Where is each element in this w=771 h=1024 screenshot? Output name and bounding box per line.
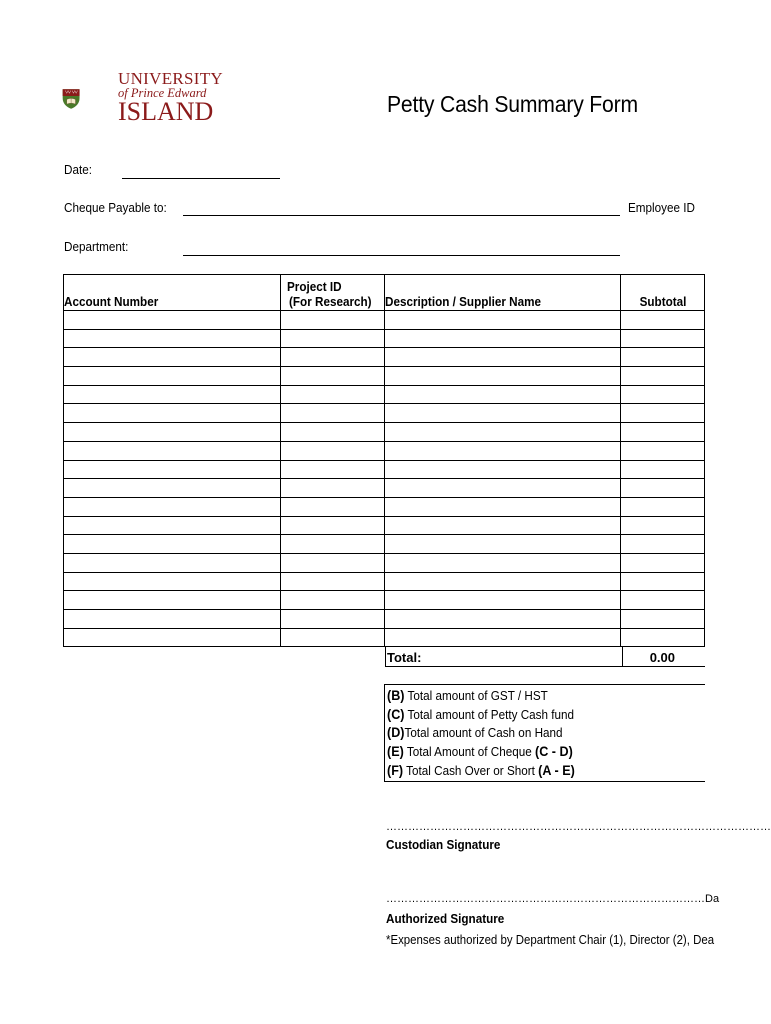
date-label: Date: bbox=[64, 162, 92, 177]
account-cell[interactable] bbox=[64, 329, 281, 348]
project-cell[interactable] bbox=[281, 329, 385, 348]
description-cell[interactable] bbox=[385, 553, 621, 572]
account-cell[interactable] bbox=[64, 385, 281, 404]
project-cell[interactable] bbox=[281, 404, 385, 423]
summary-row-f: (F) Total Cash Over or Short (A - E) bbox=[387, 762, 575, 778]
total-label: Total: bbox=[387, 650, 422, 665]
project-cell[interactable] bbox=[281, 497, 385, 516]
description-cell[interactable] bbox=[385, 441, 621, 460]
description-cell[interactable] bbox=[385, 367, 621, 386]
account-cell[interactable] bbox=[64, 628, 281, 647]
subtotal-cell[interactable] bbox=[621, 329, 705, 348]
subtotal-cell[interactable] bbox=[621, 572, 705, 591]
description-cell[interactable] bbox=[385, 516, 621, 535]
total-divider bbox=[622, 647, 623, 666]
project-cell[interactable] bbox=[281, 479, 385, 498]
project-cell[interactable] bbox=[281, 460, 385, 479]
logo-line-university: UNIVERSITY bbox=[118, 69, 223, 88]
custodian-signature-label: Custodian Signature bbox=[386, 837, 501, 852]
account-cell[interactable] bbox=[64, 553, 281, 572]
account-cell[interactable] bbox=[64, 610, 281, 629]
project-cell[interactable] bbox=[281, 553, 385, 572]
account-cell[interactable] bbox=[64, 516, 281, 535]
summary-box bbox=[384, 684, 705, 782]
subtotal-cell[interactable] bbox=[621, 516, 705, 535]
table-row bbox=[64, 479, 705, 498]
account-cell[interactable] bbox=[64, 348, 281, 367]
table-row bbox=[64, 497, 705, 516]
subtotal-cell[interactable] bbox=[621, 348, 705, 367]
subtotal-cell[interactable] bbox=[621, 311, 705, 330]
table-row bbox=[64, 385, 705, 404]
project-cell[interactable] bbox=[281, 385, 385, 404]
table-row bbox=[64, 553, 705, 572]
table-row bbox=[64, 441, 705, 460]
account-cell[interactable] bbox=[64, 367, 281, 386]
account-cell[interactable] bbox=[64, 441, 281, 460]
account-cell[interactable] bbox=[64, 591, 281, 610]
logo-line-prince-edward: of Prince Edward bbox=[118, 86, 207, 100]
description-cell[interactable] bbox=[385, 311, 621, 330]
description-cell[interactable] bbox=[385, 404, 621, 423]
expense-table bbox=[63, 274, 705, 647]
project-cell[interactable] bbox=[281, 610, 385, 629]
subtotal-cell[interactable] bbox=[621, 423, 705, 442]
summary-row-e: (E) Total Amount of Cheque (C - D) bbox=[387, 743, 573, 759]
form-title: Petty Cash Summary Form bbox=[387, 91, 638, 117]
subtotal-cell[interactable] bbox=[621, 535, 705, 554]
description-cell[interactable] bbox=[385, 348, 621, 367]
summary-row-b: (B) Total amount of GST / HST bbox=[387, 687, 548, 703]
account-cell[interactable] bbox=[64, 535, 281, 554]
project-cell[interactable] bbox=[281, 591, 385, 610]
department-label: Department: bbox=[64, 239, 129, 254]
table-row bbox=[64, 311, 705, 330]
subtotal-cell[interactable] bbox=[621, 367, 705, 386]
table-row bbox=[64, 348, 705, 367]
account-cell[interactable] bbox=[64, 497, 281, 516]
header-subtotal: Subtotal bbox=[621, 275, 705, 311]
logo-line-island: ISLAND bbox=[118, 96, 214, 126]
account-cell[interactable] bbox=[64, 572, 281, 591]
table-header-row bbox=[64, 275, 705, 311]
description-cell[interactable] bbox=[385, 385, 621, 404]
account-cell[interactable] bbox=[64, 311, 281, 330]
authorization-note: *Expenses authorized by Department Chair (1), Director (2), Dea bbox=[386, 932, 715, 947]
description-cell[interactable] bbox=[385, 460, 621, 479]
authorized-signature-line[interactable]: ……………………………………………………………………………Da bbox=[386, 893, 720, 905]
summary-row-c: (C) Total amount of Petty Cash fund bbox=[387, 706, 575, 722]
custodian-signature-line[interactable]: …………………………………………………………………………………………… bbox=[386, 821, 771, 833]
subtotal-cell[interactable] bbox=[621, 479, 705, 498]
project-cell[interactable] bbox=[281, 516, 385, 535]
total-row bbox=[385, 647, 705, 667]
summary-row-d: (D)Total amount of Cash on Hand bbox=[387, 724, 563, 740]
description-cell[interactable] bbox=[385, 628, 621, 647]
cheque-payable-label: Cheque Payable to: bbox=[64, 200, 167, 215]
subtotal-cell[interactable] bbox=[621, 441, 705, 460]
authorized-signature-label: Authorized Signature bbox=[386, 911, 505, 926]
project-cell[interactable] bbox=[281, 311, 385, 330]
department-field[interactable] bbox=[183, 255, 620, 256]
description-cell[interactable] bbox=[385, 497, 621, 516]
table-row bbox=[64, 535, 705, 554]
subtotal-cell[interactable] bbox=[621, 553, 705, 572]
account-cell[interactable] bbox=[64, 423, 281, 442]
table-row bbox=[64, 610, 705, 629]
table-row bbox=[64, 591, 705, 610]
project-cell[interactable] bbox=[281, 423, 385, 442]
table-row bbox=[64, 404, 705, 423]
table-row bbox=[64, 572, 705, 591]
table-row bbox=[64, 628, 705, 647]
project-cell[interactable] bbox=[281, 348, 385, 367]
employee-id-label: Employee ID bbox=[628, 200, 695, 215]
project-cell[interactable] bbox=[281, 441, 385, 460]
university-crest-logo bbox=[62, 68, 116, 130]
project-cell[interactable] bbox=[281, 572, 385, 591]
header-description: Description / Supplier Name bbox=[385, 275, 621, 311]
account-cell[interactable] bbox=[64, 460, 281, 479]
description-cell[interactable] bbox=[385, 572, 621, 591]
cheque-payable-field[interactable] bbox=[183, 215, 620, 216]
subtotal-cell[interactable] bbox=[621, 404, 705, 423]
table-row bbox=[64, 367, 705, 386]
project-cell[interactable] bbox=[281, 367, 385, 386]
date-field[interactable] bbox=[122, 178, 280, 179]
account-cell[interactable] bbox=[64, 479, 281, 498]
table-row bbox=[64, 516, 705, 535]
subtotal-cell[interactable] bbox=[621, 628, 705, 647]
header-account-number: Account Number bbox=[64, 275, 281, 311]
subtotal-cell[interactable] bbox=[621, 591, 705, 610]
subtotal-cell[interactable] bbox=[621, 460, 705, 479]
description-cell[interactable] bbox=[385, 479, 621, 498]
description-cell[interactable] bbox=[385, 535, 621, 554]
total-value: 0.00 bbox=[649, 650, 675, 665]
subtotal-cell[interactable] bbox=[621, 385, 705, 404]
description-cell[interactable] bbox=[385, 423, 621, 442]
account-cell[interactable] bbox=[64, 404, 281, 423]
description-cell[interactable] bbox=[385, 329, 621, 348]
table-row bbox=[64, 423, 705, 442]
table-row bbox=[64, 460, 705, 479]
subtotal-cell[interactable] bbox=[621, 610, 705, 629]
project-cell[interactable] bbox=[281, 535, 385, 554]
table-row bbox=[64, 329, 705, 348]
project-cell[interactable] bbox=[281, 628, 385, 647]
subtotal-cell[interactable] bbox=[621, 497, 705, 516]
description-cell[interactable] bbox=[385, 610, 621, 629]
header-project-id: Project ID (For Research) bbox=[281, 275, 385, 311]
description-cell[interactable] bbox=[385, 591, 621, 610]
university-wordmark bbox=[118, 70, 223, 125]
